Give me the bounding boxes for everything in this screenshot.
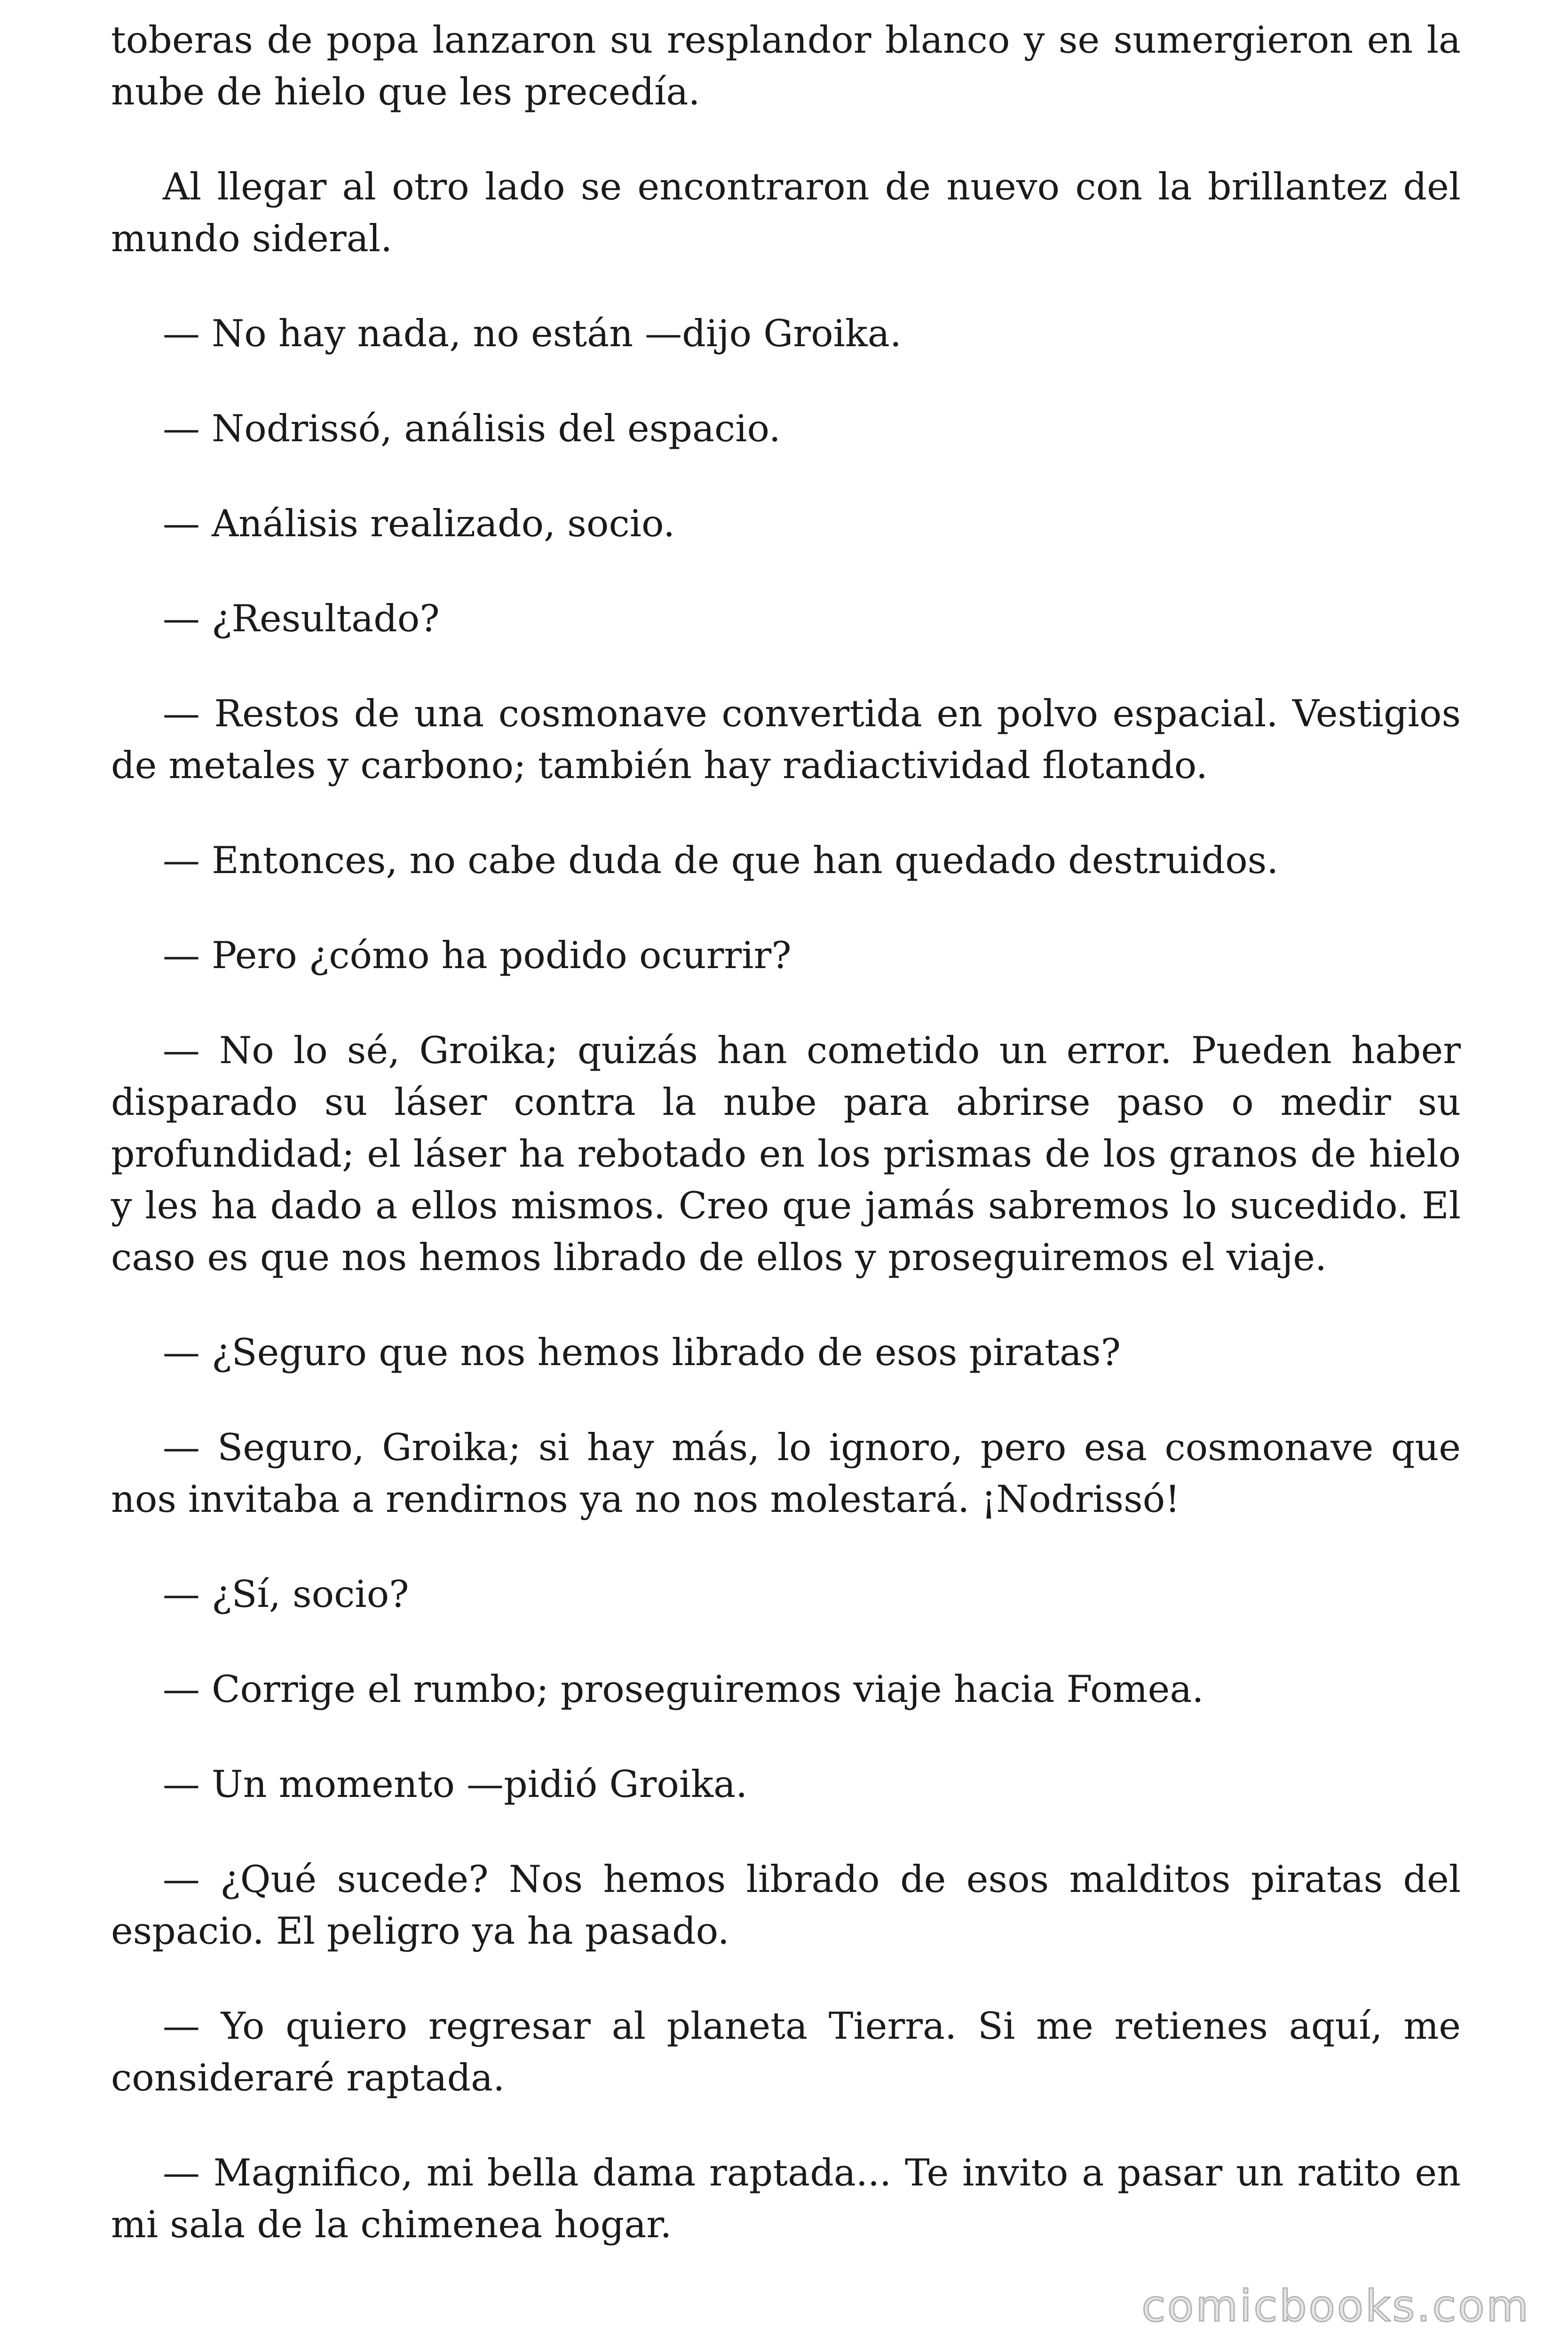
- dialogue-line: — No lo sé, Groika; quizás han cometido un error. Pueden haber disparado su láser contra la nube para abrirse paso o medir su profundidad; el láser ha rebotado en los prismas de los granos de hielo y les ha dado a ellos mismos. Creo que jamás sabremos lo sucedido. El caso es que nos hemos librado de ellos y proseguiremos el viaje.: [111, 1029, 1461, 1279]
- dialogue-line: — ¿Sí, socio?: [163, 1573, 409, 1616]
- paragraph-continued: toberas de popa lanzaron su resplandor blanco y se sumergieron en la nube de hielo que les precedía.: [111, 18, 1461, 113]
- body-text: [111, 14, 1461, 2294]
- dialogue-line: — Corrige el rumbo; proseguiremos viaje hacia Fomea.: [163, 1668, 1204, 1711]
- dialogue-line: — Pero ¿cómo ha podido ocurrir?: [163, 934, 792, 977]
- dialogue-line: — Restos de una cosmonave convertida en polvo espacial. Vestigios de metales y carbono; también hay radiactividad flotando.: [111, 692, 1461, 787]
- dialogue-line: — Un momento —pidió Groika.: [163, 1763, 748, 1806]
- dialogue-line: — No hay nada, no están —dijo Groika.: [163, 312, 902, 355]
- dialogue-line: — ¿Resultado?: [163, 597, 440, 640]
- watermark: comicbooks.com: [1141, 2281, 1530, 2331]
- dialogue-line: — ¿Seguro que nos hemos librado de esos piratas?: [163, 1331, 1121, 1374]
- narration-paragraph: Al llegar al otro lado se encontraron de nuevo con la brillantez del mundo sideral.: [111, 165, 1461, 260]
- dialogue-line: — ¿Qué sucede? Nos hemos librado de esos malditos piratas del espacio. El peligro ya ha pasado.: [111, 1858, 1461, 1953]
- dialogue-line: — Entonces, no cabe duda de que han quedado destruidos.: [163, 839, 1279, 882]
- dialogue-line: — Yo quiero regresar al planeta Tierra. Si me retienes aquí, me consideraré raptada.: [111, 2004, 1461, 2099]
- dialogue-line: — Nodrissó, análisis del espacio.: [163, 407, 781, 450]
- dialogue-line: — Seguro, Groika; si hay más, lo ignoro, pero esa cosmonave que nos invitaba a rendirnos ya no nos molestará. ¡Nodrissó!: [111, 1426, 1461, 1521]
- dialogue-line: — Análisis realizado, socio.: [163, 502, 675, 545]
- dialogue-line: — Magnifico, mi bella dama raptada... Te invito a pasar un ratito en mi sala de la chimenea hogar.: [111, 2151, 1461, 2246]
